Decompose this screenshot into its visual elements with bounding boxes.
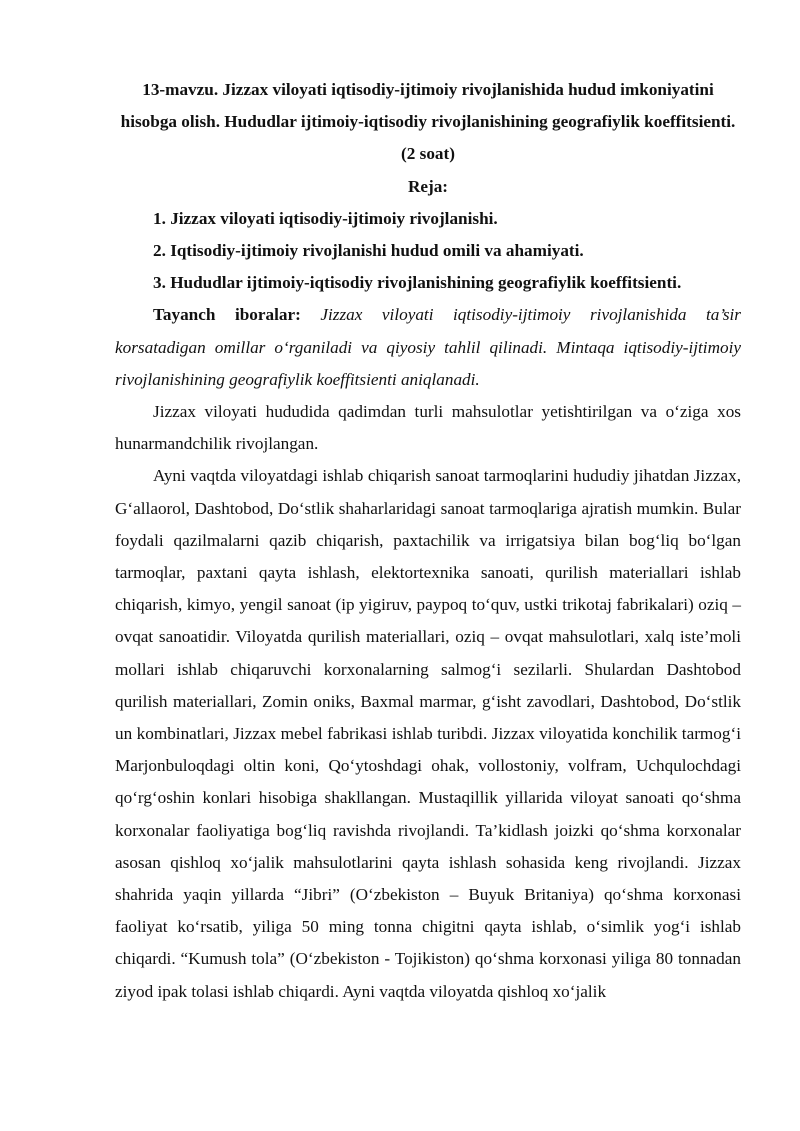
keywords-paragraph	[115, 299, 741, 396]
keywords-text: Jizzax viloyati iqtisodiy-ijtimoiy rivojlanishida ta’sir korsatadigan omillar o‘rganiladi va qiyosiy tahlil qilinadi. Mintaqa iqtisodiy-ijtimoiy rivojlanishining geografiylik koeffitsienti aniqlanadi.	[115, 305, 741, 389]
body-paragraph-2: Ayni vaqtda viloyatdagi ishlab chiqarish sanoat tarmoqlarini hududiy jihatdan Jizzax, G‘allaorol, Dashtobod, Do‘stlik shaharlaridagi sanoat tarmoqlariga ajratish mumkin. Bular foydali qazilmalarni qazib chiqarish, paxtachilik va irrigatsiya bilan bog‘liq bo‘lgan tarmoqlar, paxtani qayta ishlash, elektortexnika sanoati, qurilish materiallari ishlab chiqarish, kimyo, yengil sanoat (ip yigiruv, paypoq to‘quv, ustki trikotaj fabrikalari) oziq – ovqat sanoatidir. Viloyatda qurilish materiallari, oziq – ovqat mahsulotlari, xalq iste’moli mollari ishlab chiqaruvchi korxonalarning salmog‘i sezilarli. Shulardan Dashtobod qurilish materiallari, Zomin oniks, Baxmal marmar, g‘isht zavodlari, Dashtobod, Do‘stlik un kombinatlari, Jizzax mebel fabrikasi ishlab turibdi. Jizzax viloyatida konchilik tarmog‘i Marjonbuloqdagi oltin koni, Qo‘ytoshdagi ohak, vollostoniy, volfram, Uchqulochdagi qo‘rg‘oshin konlari hisobiga shakllangan. Mustaqillik yillarida viloyat sanoati qo‘shma korxonalar faoliyatiga bog‘liq ravishda rivojlandi. Ta’kidlash joizki qo‘shma korxonalar asosan qishloq xo‘jalik mahsulotlarini qayta ishlash sohasida keng rivojlandi. Jizzax shahrida yaqin yillarda “Jibri” (O‘zbekiston – Buyuk Britaniya) qo‘shma korxonasi faoliyat ko‘rsatib, yiliga 50 ming tonna chigitni qayta ishlab, o‘simlik yog‘i ishlab chiqardi. “Kumush tola” (O‘zbekiston - Tojikiston) qo‘shma korxonasi yiliga 80 tonnadan ziyod ipak tolasi ishlab chiqardi. Ayni vaqtda viloyatda qishloq xo‘jalik	[115, 466, 741, 1001]
plan-list	[115, 203, 741, 300]
plan-item-3: 3. Hududlar ijtimoiy-iqtisodiy rivojlanishining geografiylik koeffitsienti.	[153, 273, 682, 293]
plan-item-1: 1. Jizzax viloyati iqtisodiy-ijtimoiy rivojlanishi.	[153, 208, 498, 228]
body-paragraph-1: Jizzax viloyati hududida qadimdan turli mahsulotlar yetishtirilgan va o‘ziga xos hunarmandchilik rivojlangan.	[115, 402, 741, 454]
plan-item-2: 2. Iqtisodiy-ijtimoiy rivojlanishi hudud omili va ahamiyati.	[153, 241, 584, 261]
document-title: 13-mavzu. Jizzax viloyati iqtisodiy-ijtimoiy rivojlanishida hudud imkoniyatini hisobga olish. Hududlar ijtimoiy-iqtisodiy rivojlanishining geografiylik koeffitsienti. (2 soat)	[120, 80, 736, 164]
plan-heading: Reja:	[407, 176, 449, 196]
keywords-label: Tayanch iboralar:	[153, 305, 301, 325]
document-page	[115, 74, 741, 1008]
